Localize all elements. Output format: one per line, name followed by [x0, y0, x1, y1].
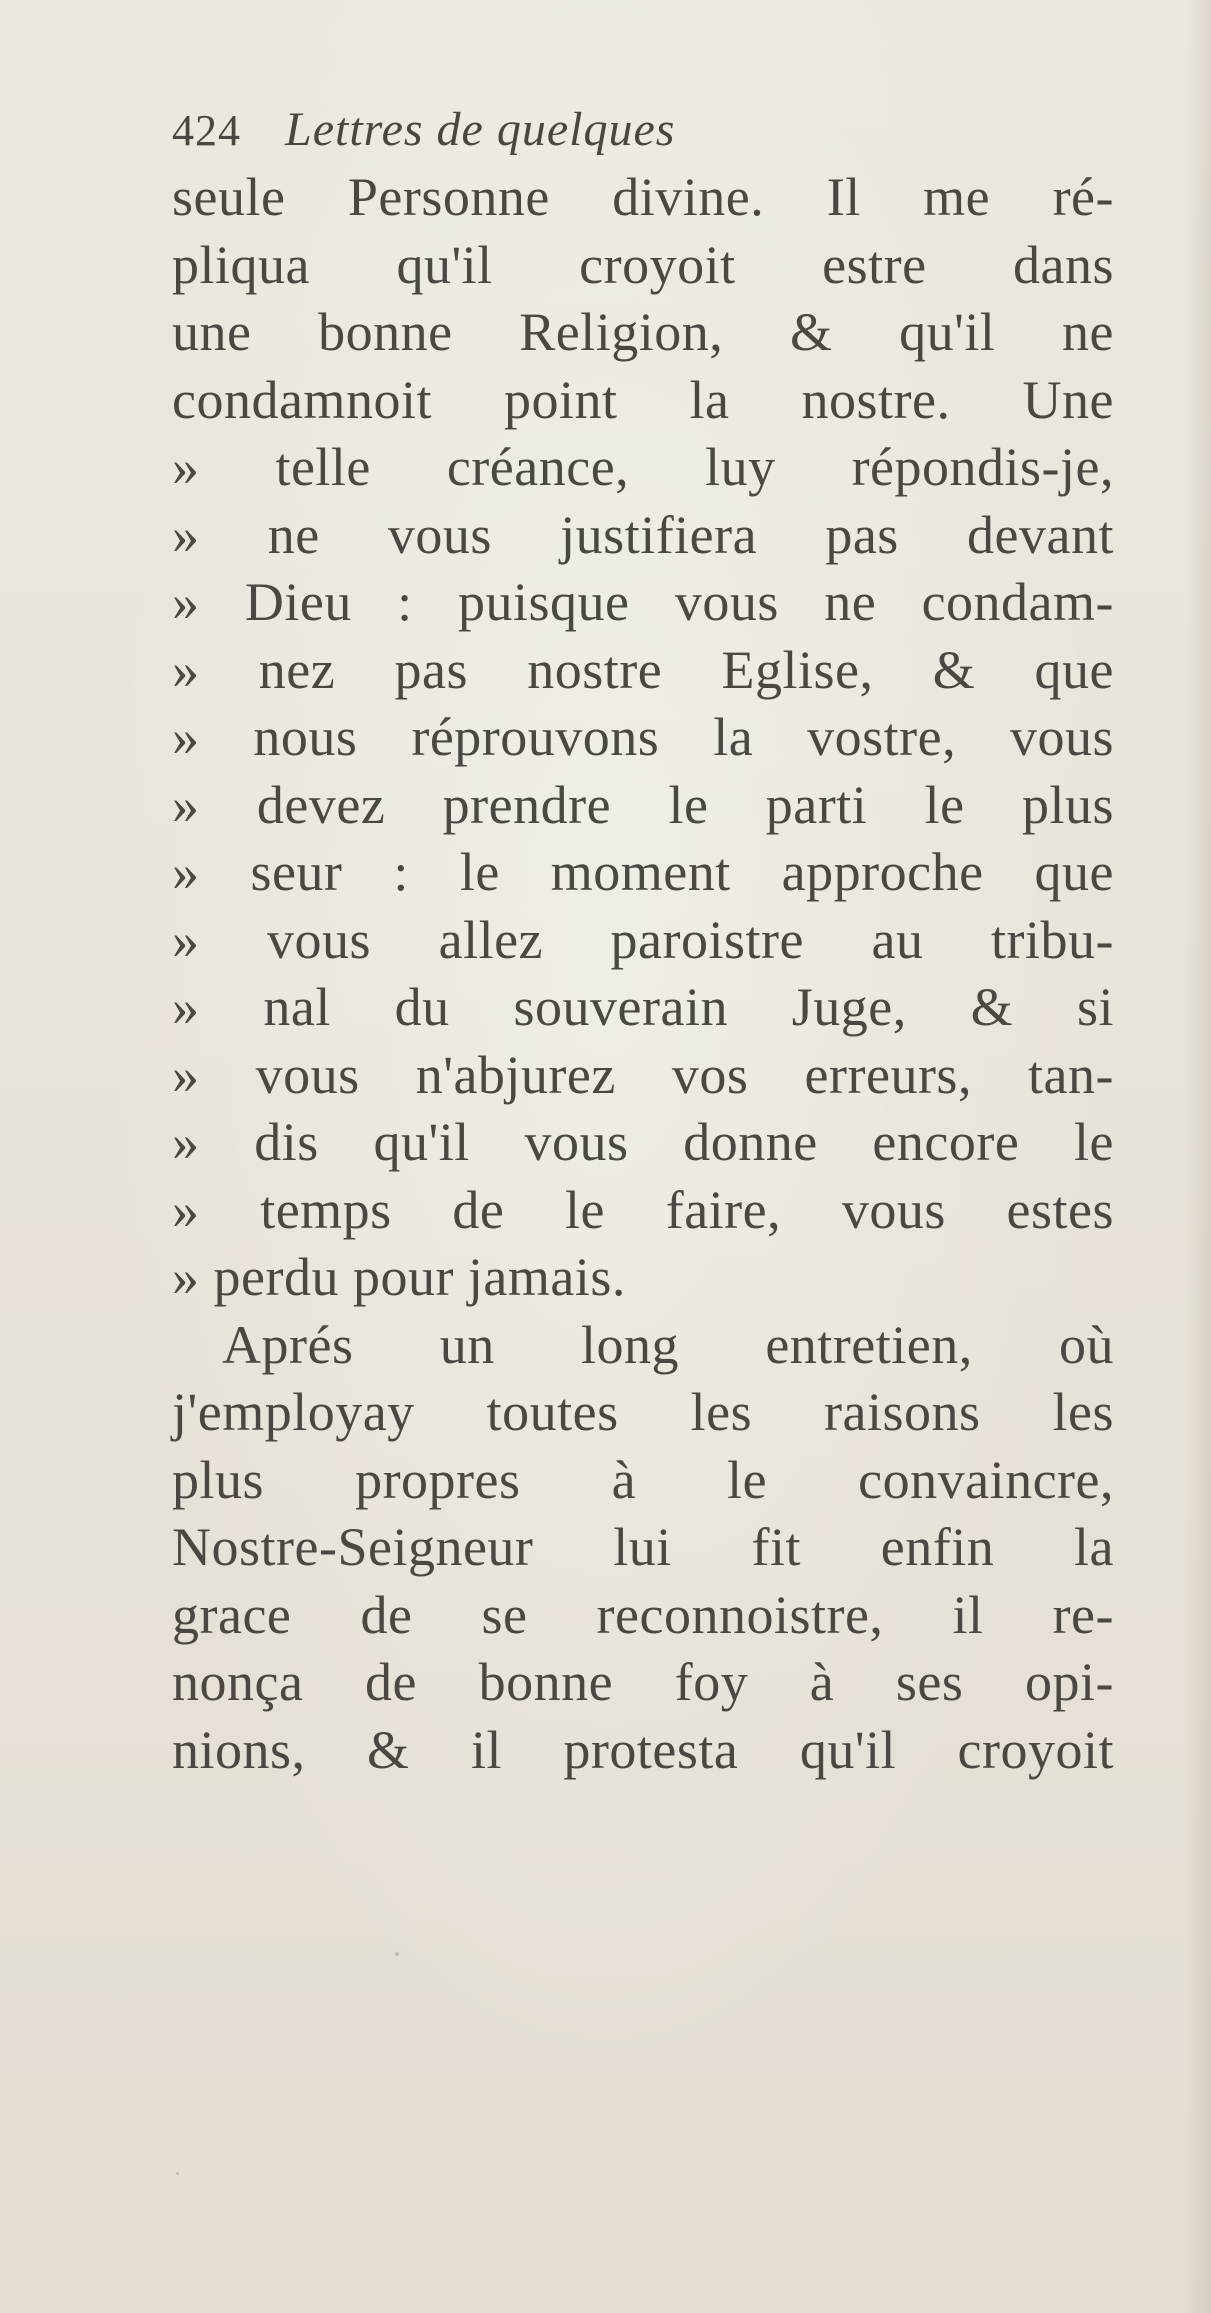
text-line: » Dieu : puisque vous ne condam-: [172, 572, 1114, 632]
body-text: [172, 164, 1114, 1784]
paper-speck: [176, 2172, 179, 2175]
page-header: [172, 102, 675, 166]
text-line: une bonne Religion, & qu'il ne: [172, 302, 1114, 362]
text-line: grace de se reconnoistre, il re-: [172, 1584, 1114, 1645]
text-line: » devez prendre le parti le plus: [172, 774, 1114, 835]
text-line: plus propres à le convaincre,: [172, 1449, 1114, 1510]
paper-speck: [1030, 820, 1033, 823]
running-title: Lettres de quelques: [285, 103, 676, 156]
text-line: nonça de bonne foy à ses opi-: [172, 1652, 1114, 1712]
page-number: 424: [172, 106, 241, 155]
text-line: » vous n'abjurez vos erreurs, tan-: [172, 1044, 1114, 1105]
text-line: » seur : le moment approche que: [172, 842, 1114, 902]
paragraph-start-line: Aprés un long entretien, où: [222, 1314, 1114, 1375]
text-line: » perdu pour jamais.: [172, 1247, 626, 1307]
text-line: » dis qu'il vous donne encore le: [172, 1112, 1114, 1172]
text-line: » nal du souverain Juge, & si: [172, 977, 1114, 1037]
text-line: j'employay toutes les raisons les: [172, 1382, 1114, 1442]
text-line: » temps de le faire, vous estes: [172, 1179, 1114, 1240]
text-line: » vous allez paroistre au tribu-: [172, 909, 1114, 970]
text-line: condamnoit point la nostre. Une: [172, 369, 1114, 430]
text-line: » nous réprouvons la vostre, vous: [172, 707, 1114, 767]
text-line: » nez pas nostre Eglise, & que: [172, 639, 1114, 700]
text-line: seule Personne divine. Il me ré-: [172, 167, 1114, 227]
text-line: » ne vous justifiera pas devant: [172, 504, 1114, 565]
text-line: nions, & il protesta qu'il croyoit: [172, 1719, 1114, 1780]
paper-speck: [395, 1952, 399, 1956]
page-edge-shadow: [1185, 0, 1211, 2313]
text-line: Nostre-Seigneur lui fit enfin la: [172, 1517, 1114, 1577]
text-line: pliqua qu'il croyoit estre dans: [172, 234, 1114, 295]
text-line: » telle créance, luy répondis-je,: [172, 437, 1114, 497]
